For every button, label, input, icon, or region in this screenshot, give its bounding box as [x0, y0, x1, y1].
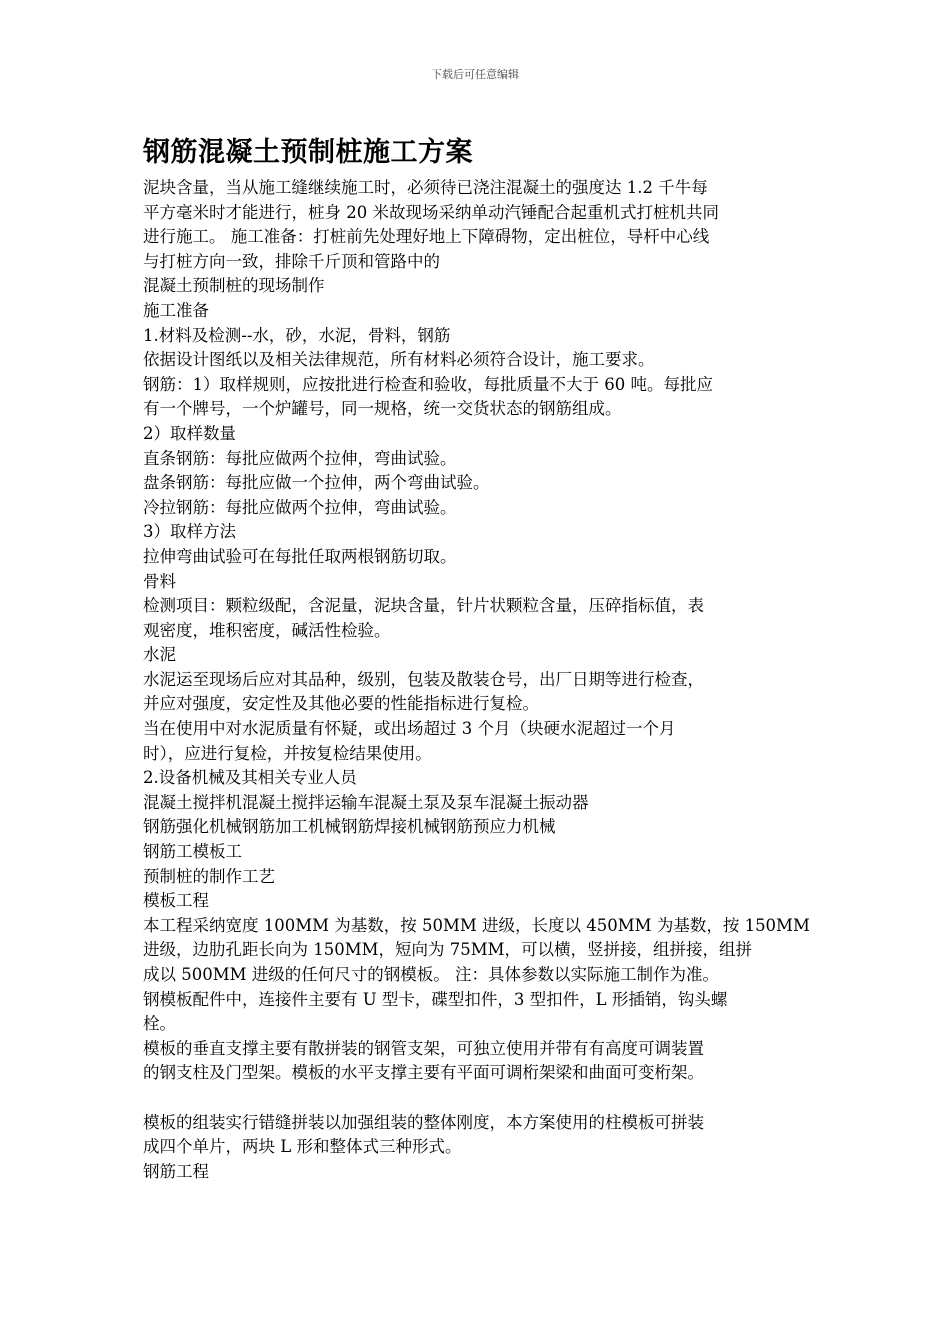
document-body — [143, 176, 813, 1184]
document-title: 钢筋混凝土预制桩施工方案 — [143, 137, 473, 168]
body-line: 水泥运至现场后应对其品种，级别，包装及散装仓号，出厂日期等进行检查， — [143, 669, 704, 689]
body-line: 1.材料及检测--水，砂，水泥，骨料，钢筋 — [143, 325, 451, 345]
body-line: 骨料 — [143, 571, 176, 591]
body-line: 预制桩的制作工艺 — [143, 866, 275, 886]
body-line: 成以 500MM 进级的任何尺寸的钢模板。 注：具体参数以实际施工制作为准。 — [143, 965, 720, 984]
body-line: 与打桩方向一致，排除千斤顶和管路中的 — [143, 251, 440, 271]
body-line: 模板的垂直支撑主要有散拼装的钢管支架，可独立使用并带有有高度可调装置 — [143, 1038, 704, 1058]
body-line: 混凝土预制桩的现场制作 — [143, 276, 325, 296]
body-line: 观密度，堆积密度，碱活性检验。 — [143, 620, 391, 640]
body-line — [143, 1086, 813, 1111]
body-line: 盘条钢筋：每批应做一个拉伸，两个弯曲试验。 — [143, 473, 490, 493]
body-line: 检测项目：颗粒级配，含泥量，泥块含量，针片状颗粒含量，压碎指标值，表 — [143, 596, 704, 616]
body-line: 施工准备 — [143, 300, 209, 320]
body-line: 2.设备机械及其相关专业人员 — [143, 768, 357, 788]
body-line: 的钢支柱及门型架。模板的水平支撑主要有平面可调桁架梁和曲面可变桁架。 — [143, 1063, 704, 1083]
body-line: 当在使用中对水泥质量有怀疑，或出场超过 3 个月（块硬水泥超过一个月 — [143, 719, 676, 739]
body-line: 2）取样数量 — [143, 423, 236, 443]
body-line: 模板的组装实行错缝拼装以加强组装的整体刚度，本方案使用的柱模板可拼装 — [143, 1112, 704, 1132]
body-line: 进级，边肋孔距长向为 150MM，短向为 75MM，可以横，竖拼接，组拼接，组拼 — [143, 940, 753, 960]
body-line: 钢筋：1）取样规则，应按批进行检查和验收，每批质量不大于 60 吨。每批应 — [143, 374, 713, 394]
body-line: 本工程采纳宽度 100MM 为基数，按 50MM 进级，长度以 450MM 为基数，按 150MM — [143, 915, 810, 935]
body-line: 钢筋工模板工 — [143, 842, 242, 862]
body-line: 钢筋工程 — [143, 1161, 209, 1181]
body-line: 直条钢筋：每批应做两个拉伸，弯曲试验。 — [143, 448, 457, 468]
body-line: 并应对强度，安定性及其他必要的性能指标进行复检。 — [143, 694, 539, 714]
page-header-note: 下载后可任意编辑 — [431, 68, 519, 81]
body-line: 冷拉钢筋：每批应做两个拉伸，弯曲试验。 — [143, 497, 457, 517]
body-line: 3）取样方法 — [143, 522, 236, 542]
body-line: 平方毫米时才能进行，桩身 20 米故现场采纳单动汽锤配合起重机式打桩机共同 — [143, 202, 719, 222]
body-line: 钢模板配件中，连接件主要有 U 型卡，碟型扣件，3 型扣件，L 形插销，钩头螺 — [143, 989, 728, 1009]
body-line: 时），应进行复检，并按复检结果使用。 — [143, 743, 432, 763]
body-line: 模板工程 — [143, 891, 209, 911]
body-line: 依据设计图纸以及相关法律规范，所有材料必须符合设计，施工要求。 — [143, 350, 655, 370]
body-line: 水泥 — [143, 645, 176, 665]
body-line: 钢筋强化机械钢筋加工机械钢筋焊接机械钢筋预应力机械 — [143, 817, 556, 837]
body-line: 泥块含量，当从施工缝继续施工时，必须待已浇注混凝土的强度达 1.2 千牛每 — [143, 178, 708, 197]
body-line: 进行施工。 施工准备：打桩前先处理好地上下障碍物，定出桩位，导杆中心线 — [143, 227, 710, 247]
body-line: 有一个牌号，一个炉罐号，同一规格，统一交货状态的钢筋组成。 — [143, 399, 622, 419]
body-line: 成四个单片，两块 L 形和整体式三种形式。 — [143, 1137, 462, 1157]
body-line: 拉伸弯曲试验可在每批任取两根钢筋切取。 — [143, 546, 457, 566]
body-line: 混凝土搅拌机混凝土搅拌运输车混凝土泵及泵车混凝土振动器 — [143, 792, 589, 812]
body-line: 栓。 — [143, 1014, 176, 1034]
